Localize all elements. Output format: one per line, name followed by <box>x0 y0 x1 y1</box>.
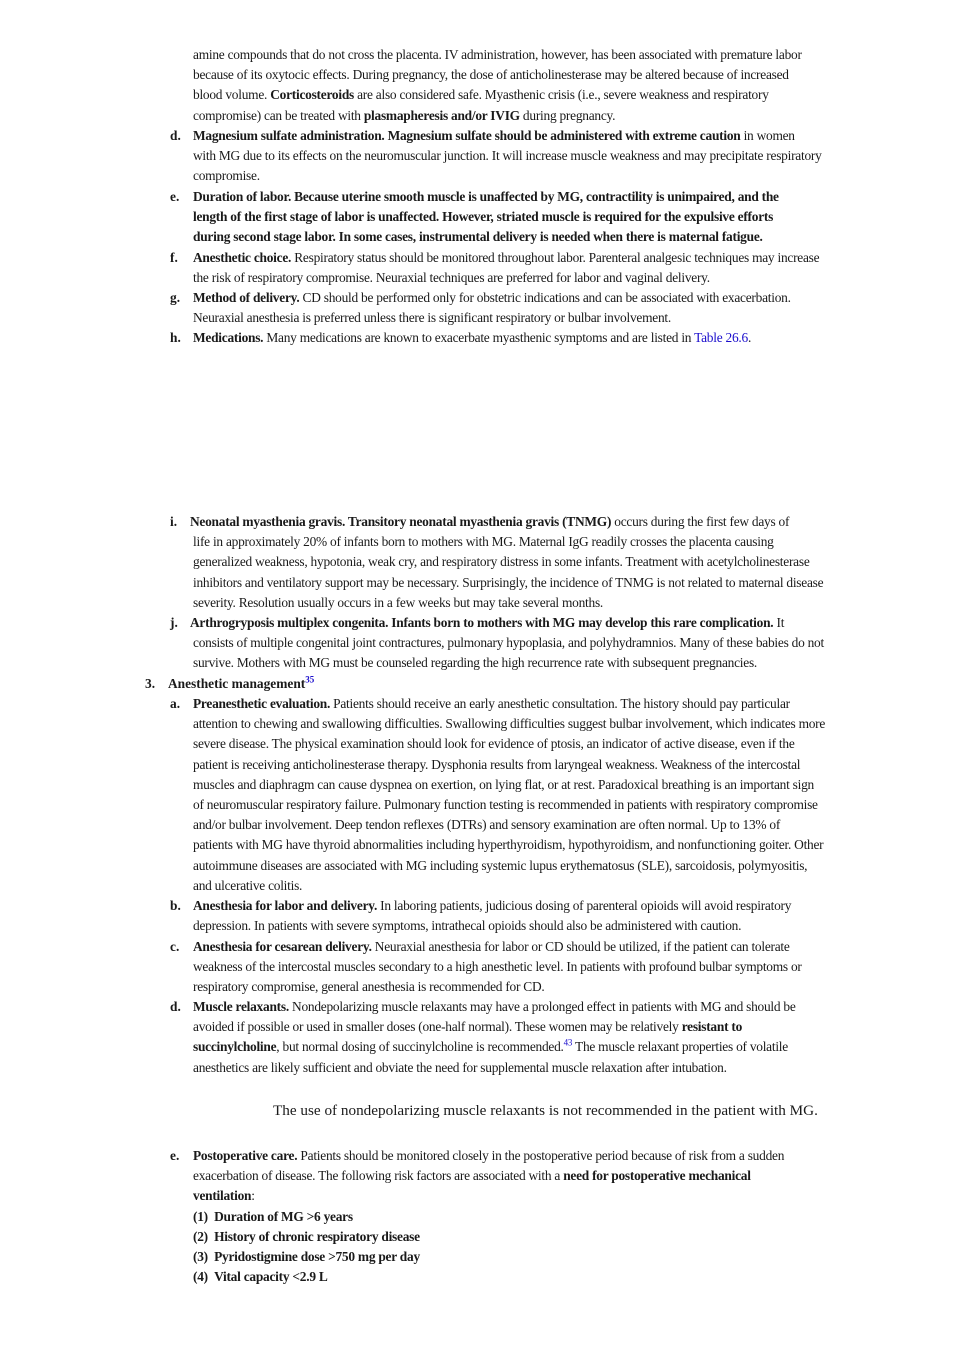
item-medications: Medications. Many medications are known to exacerbate myasthenic symptoms and are listed in Table 26.6. <box>193 330 752 345</box>
item-marker-c: c. <box>170 939 180 954</box>
item-preanesthetic-evaluation: Preanesthetic evaluation. Patients should receive an early anesthetic consultation. The history should pay particular attention to chewing and swallowing difficulties. Swallowing difficulties suggest bulbar involvement, which indicates more severe disease. The physical examination should look for evidence of ptosis, an indicator of active disease, even if the patient is receiving anticholinesterase therapy. Dysphonia results from laryngeal weakness. Weakness of the intercostal muscles and diaphragm can cause dyspnea on exertion, on lying flat, or at rest. Paradoxical breathing is an important sign of neuromuscular respiratory failure. Pulmonary function testing is recommended in patients with respiratory compromise and/or bulbar involvement. Deep tendon reflexes (DTRs) and sensory examination are often normal. Up to 13% of patients with MG have thyroid abnormalities including hyperthyroidism, hypothyroidism, and nonfunctioning goiter. Other autoimmune diseases are associated with MG including systemic lupus erythematosus (SLE), sarcoidosis, polymyositis, and ulcerative colitis. <box>193 696 826 893</box>
risk-factor-item: (4) Vital capacity <2.9 L <box>193 1269 328 1285</box>
item-neonatal-myasthenia: Neonatal myasthenia gravis. Transitory neonatal myasthenia gravis (TNMG) occurs during the first few days of life in approximately 20% of infants born to mothers with MG. Maternal IgG readily crosses the placenta causing generalized weakness, hypotonia, weak cry, and respiratory distress in some infants. Treatment with acetylcholinesterase inhibitors and ventilatory support may be necessary. Surprisingly, the incidence of TNMG is not related to maternal disease severity. Resolution usually occurs in a few weeks but may take several months. <box>190 514 824 610</box>
item-marker-f: f. <box>170 250 178 265</box>
item-magnesium-sulfate: Magnesium sulfate administration. Magnesium sulfate should be administered with extreme caution in women with MG due to its effects on the neuromuscular junction. It will increase muscle weakness and may precipitate respiratory compromise. <box>193 128 822 184</box>
table-26-6-link[interactable]: Table 26.6 <box>694 330 748 345</box>
reference-43[interactable]: 43 <box>563 1037 573 1048</box>
item-anesthesia-cesarean: Anesthesia for cesarean delivery. Neuraxial anesthesia for labor or CD should be utilized, if the patient can tolerate weakness of the intercostal muscles secondary to a high anesthetic level. In patients with profound bulbar symptoms or respiratory compromise, general anesthesia is recommended for CD. <box>193 939 802 995</box>
continuation-paragraph: amine compounds that do not cross the placenta. IV administration, however, has been associated with premature labor because of its oxytocic effects. During pregnancy, the dose of anticholinesterase may be altered because of increased blood volume. Corticosteroids are also considered safe. Myasthenic crisis (i.e., severe weakness and respiratory compromise) can be treated with plasmapheresis and/or IVIG during pregnancy. <box>193 47 802 123</box>
item-marker-j: j. <box>170 615 178 630</box>
section-heading-anesthetic-management: Anesthetic management$^{35}$ <box>168 674 315 691</box>
item-duration-of-labor: Duration of labor. Because uterine smooth muscle is unaffected by MG, contractility is unimpaired, and the length of the first stage of labor is unaffected. However, striated muscle is required for the expulsive efforts during second stage labor. In some cases, instrumental delivery is needed when there is maternal fatigue. <box>193 189 779 245</box>
item-arthrogryposis: Arthrogryposis multiplex congenita. Infants born to mothers with MG may develop this rare complication. It consists of multiple congenital joint contractures, pulmonary hypoplasia, and polyhydramnios. Many of these babies do not survive. Mothers with MG must be counseled regarding the high recurrence rate with subsequent pregnancies. <box>190 615 824 671</box>
item-marker-g: g. <box>170 290 181 305</box>
item-marker-e: e. <box>170 189 180 204</box>
risk-factor-item: (1) Duration of MG >6 years <box>193 1208 353 1224</box>
item-postoperative-care: Postoperative care. Patients should be monitored closely in the postoperative period because of risk from a sudden exacerbation of disease. The following risk factors are associated with a need for postoperative mechanical ventilation: (1) Duration of MG >6 years (2) History of chronic respiratory disease (3) Pyridostigmine dose >750 mg per day (4) Vital capacity <2.9 L <box>193 1146 784 1287</box>
item-marker-a: a. <box>170 696 181 711</box>
risk-factor-item: (2) History of chronic respiratory disease <box>193 1228 420 1244</box>
reference-35[interactable]: 35 <box>305 674 315 685</box>
item-muscle-relaxants: Muscle relaxants. Nondepolarizing muscle relaxants may have a prolonged effect in patients with MG and should be avoided if possible or used in smaller doses (one-half normal). These women may be relatively resistant to succinylcholine, but normal dosing of succinylcholine is recommended.$^{43}$ The muscle relaxant properties of volatile anesthetics are likely sufficient and obviate the need for supplemental muscle relaxation after intubation. <box>193 999 796 1075</box>
item-marker-d: d. <box>170 128 181 143</box>
item-anesthetic-choice: Anesthetic choice. Respiratory status should be monitored throughout labor. Parenteral analgesic techniques may increase the risk of respiratory compromise. Neuraxial techniques are preferred for labor and vaginal delivery. <box>193 250 820 286</box>
item-marker-h: h. <box>170 330 181 345</box>
callout-note: The use of nondepolarizing muscle relaxants is not recommended in the patient with MG. <box>273 1102 818 1119</box>
section-marker-3: 3. <box>145 676 156 691</box>
item-marker-d2: d. <box>170 999 181 1014</box>
item-marker-e2: e. <box>170 1148 180 1163</box>
risk-factor-item: (3) Pyridostigmine dose >750 mg per day <box>193 1249 420 1265</box>
item-method-of-delivery: Method of delivery. CD should be performed only for obstetric indications and can be associated with exacerbation. Neuraxial anesthesia is preferred unless there is significant respiratory or bulbar involvement. <box>193 290 791 326</box>
item-marker-b: b. <box>170 898 181 913</box>
item-anesthesia-labor-delivery: Anesthesia for labor and delivery. In laboring patients, judicious dosing of parenteral opioids will avoid respiratory depression. In patients with severe symptoms, intrathecal opioids should also be administered with caution. <box>193 898 792 934</box>
item-marker-i: i. <box>170 514 178 529</box>
